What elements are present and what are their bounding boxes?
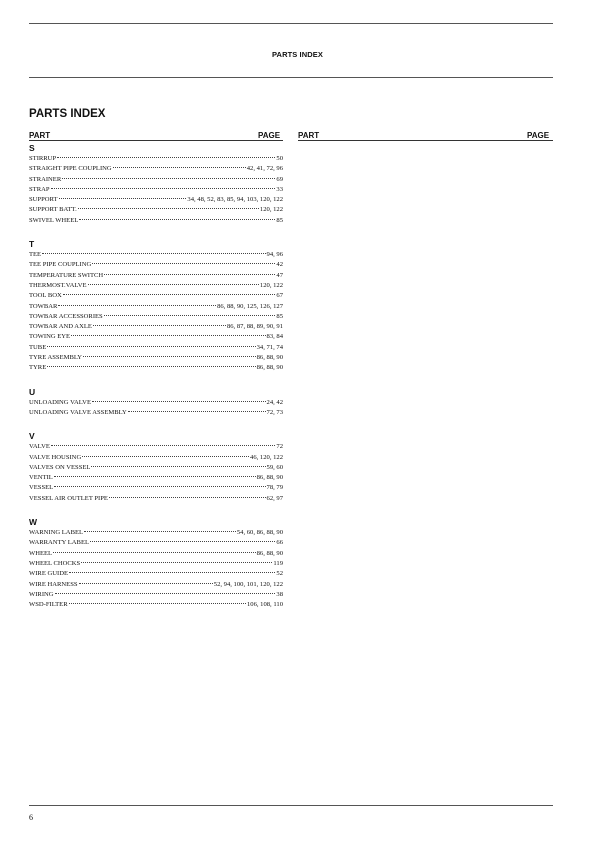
index-entry — [29, 408, 283, 418]
index-entry — [29, 528, 283, 538]
index-letter: U — [29, 386, 36, 397]
dot-leader — [109, 497, 266, 498]
index-entry — [29, 312, 283, 322]
left-page-header: PAGE — [258, 131, 281, 140]
dot-leader — [92, 263, 275, 264]
dot-leader — [47, 346, 255, 347]
page-refs: 67 — [276, 292, 283, 300]
dot-leader — [62, 178, 275, 179]
part-name: VALVE — [29, 443, 50, 451]
page-refs: 47 — [276, 271, 283, 279]
index-letter: V — [29, 431, 35, 442]
index-entry — [29, 569, 283, 579]
part-name: WSD-FILTER — [29, 601, 68, 609]
page-refs: 119 — [273, 559, 283, 567]
page-title: PARTS INDEX — [29, 108, 106, 120]
index-entry — [29, 332, 283, 342]
running-header: PARTS INDEX — [272, 50, 323, 59]
dot-leader — [51, 188, 276, 189]
page-refs: 86, 88, 90 — [256, 549, 283, 557]
index-entry — [29, 559, 283, 569]
index-entry — [29, 185, 283, 195]
part-name: TEE PIPE COUPLING — [29, 261, 92, 269]
index-entry — [29, 483, 283, 493]
part-name: SWIVEL WHEEL — [29, 216, 79, 224]
dot-leader — [51, 445, 276, 446]
index-entry — [29, 302, 283, 312]
dot-leader — [88, 284, 259, 285]
page-refs: 54, 60, 86, 88, 90 — [236, 529, 283, 537]
index-entry — [29, 442, 283, 452]
part-name: STRAP — [29, 185, 50, 193]
dot-leader — [69, 603, 246, 604]
part-name: UNLOADING VALVE ASSEMBLY — [29, 408, 127, 416]
index-entry — [29, 343, 283, 353]
page-refs: 33 — [276, 185, 283, 193]
index-entry — [29, 538, 283, 548]
part-name: WARRANTY LABEL — [29, 539, 90, 547]
index-entry — [29, 600, 283, 610]
page-refs: 83, 84 — [266, 333, 283, 341]
page-refs: 120, 122 — [259, 281, 283, 289]
part-name: TOWBAR — [29, 302, 58, 310]
dot-leader — [54, 486, 265, 487]
part-name: STRAIGHT PIPE COUPLING — [29, 165, 112, 173]
index-entry — [29, 590, 283, 600]
dot-leader — [93, 325, 226, 326]
page-refs: 66 — [276, 539, 283, 547]
part-name: TYRE — [29, 364, 47, 372]
dot-leader — [104, 274, 275, 275]
index-letter: T — [29, 239, 35, 250]
page-number: 6 — [29, 813, 33, 822]
index-entry — [29, 353, 283, 363]
index-group — [29, 517, 283, 610]
index-column — [29, 143, 283, 623]
dot-leader — [55, 593, 276, 594]
dot-leader — [59, 198, 187, 199]
page-refs: 34, 48, 52, 83, 85, 94, 103, 120, 122 — [187, 196, 283, 204]
page-refs: 24, 42 — [266, 398, 283, 406]
right-column-rule — [298, 140, 553, 141]
page-refs: 46, 120, 122 — [250, 453, 283, 461]
page-refs: 52, 94, 100, 101, 120, 122 — [213, 580, 283, 588]
index-group — [29, 431, 283, 504]
page-refs: 52 — [276, 570, 283, 578]
dot-leader — [78, 208, 259, 209]
dot-leader — [91, 466, 265, 467]
left-part-header: PART — [29, 131, 51, 140]
part-name: WIRE HARNESS — [29, 580, 78, 588]
dot-leader — [113, 167, 246, 168]
dot-leader — [57, 157, 275, 158]
index-entry — [29, 453, 283, 463]
part-name: VESSEL — [29, 484, 54, 492]
part-name: VESSEL AIR OUTLET PIPE — [29, 494, 108, 502]
part-name: STIRRUP — [29, 155, 57, 162]
header-rule — [29, 77, 553, 78]
part-name: TOWING EYE — [29, 333, 71, 341]
index-entry — [29, 494, 283, 504]
footer-rule — [29, 805, 553, 806]
index-entry — [29, 164, 283, 174]
page-refs: 38 — [276, 590, 283, 598]
page-refs: 94, 96 — [266, 251, 283, 259]
dot-leader — [53, 552, 256, 553]
part-name: TOOL BOX — [29, 292, 62, 300]
left-column-rule — [29, 140, 283, 141]
index-entry — [29, 250, 283, 260]
part-name: STRAINER — [29, 175, 62, 183]
dot-leader — [42, 253, 265, 254]
dot-leader — [69, 572, 275, 573]
page-refs: 72, 73 — [266, 408, 283, 416]
dot-leader — [58, 305, 216, 306]
part-name: TOWBAR ACCESSORIES — [29, 312, 103, 320]
dot-leader — [63, 294, 276, 295]
page-refs: 42 — [276, 261, 283, 269]
part-name: THERMOST.VALVE — [29, 281, 87, 289]
page-refs: 78, 79 — [266, 484, 283, 492]
page-refs: 34, 71, 74 — [256, 343, 283, 351]
index-entry — [29, 549, 283, 559]
part-name: TOWBAR AND AXLE — [29, 323, 92, 331]
page-refs: 86, 87, 88, 89, 90, 91 — [226, 323, 283, 331]
index-entry — [29, 281, 283, 291]
page-refs: 85 — [276, 312, 283, 320]
part-name: VALVE HOUSING — [29, 453, 82, 461]
index-entry — [29, 463, 283, 473]
part-name: UNLOADING VALVE — [29, 398, 91, 406]
part-name: WIRE GUIDE — [29, 570, 69, 578]
dot-leader — [79, 583, 213, 584]
dot-leader — [81, 562, 272, 563]
page-refs: 86, 88, 90 — [256, 474, 283, 482]
page-refs: 62, 97 — [266, 494, 283, 502]
dot-leader — [83, 356, 256, 357]
part-name: WARNING LABEL — [29, 529, 84, 537]
page-refs: 86, 88, 90 — [256, 364, 283, 372]
part-name: TEE — [29, 251, 42, 259]
index-entry — [29, 216, 283, 226]
dot-leader — [82, 456, 249, 457]
part-name: VALVES ON VESSEL — [29, 463, 91, 471]
right-page-header: PAGE — [527, 131, 550, 140]
part-name: TUBE — [29, 343, 47, 351]
index-entry — [29, 363, 283, 373]
dot-leader — [79, 219, 275, 220]
index-entry — [29, 154, 283, 164]
index-letter: W — [29, 517, 38, 528]
top-rule — [29, 23, 553, 24]
page-refs: 85 — [276, 216, 283, 224]
part-name: WHEEL CHOCKS — [29, 559, 81, 567]
dot-leader — [71, 335, 265, 336]
index-entry — [29, 398, 283, 408]
dot-leader — [54, 476, 256, 477]
page-refs: 69 — [276, 175, 283, 183]
index-group — [29, 143, 283, 226]
page-refs: 86, 88, 90, 125, 126, 127 — [217, 302, 283, 310]
index-letter: S — [29, 143, 35, 153]
index-group — [29, 387, 283, 419]
page-refs: 106, 108, 110 — [246, 601, 283, 609]
index-entry — [29, 271, 283, 281]
dot-leader — [128, 411, 266, 412]
part-name: VENTIL — [29, 474, 53, 482]
dot-leader — [90, 541, 275, 542]
dot-leader — [84, 531, 236, 532]
part-name: WIRING — [29, 590, 54, 598]
right-part-header: PART — [298, 131, 320, 140]
page-refs: 59, 60 — [266, 463, 283, 471]
dot-leader — [47, 366, 255, 367]
dot-leader — [92, 401, 266, 402]
index-entry — [29, 322, 283, 332]
index-entry — [29, 175, 283, 185]
part-name: SUPPORT BATT. — [29, 206, 77, 214]
page-refs: 72 — [276, 443, 283, 451]
dot-leader — [104, 315, 276, 316]
page-refs: 42, 41, 72, 96 — [246, 165, 283, 173]
index-entry — [29, 473, 283, 483]
part-name: TYRE ASSEMBLY — [29, 354, 83, 362]
page-refs: 50 — [276, 155, 283, 162]
part-name: WHEEL — [29, 549, 53, 557]
index-entry — [29, 260, 283, 270]
index-group — [29, 239, 283, 374]
page-refs: 120, 122 — [259, 206, 283, 214]
index-entry — [29, 195, 283, 205]
index-entry — [29, 291, 283, 301]
page-refs: 86, 88, 90 — [256, 354, 283, 362]
index-entry — [29, 580, 283, 590]
part-name: TEMPERATURE SWITCH — [29, 271, 104, 279]
index-entry — [29, 205, 283, 215]
part-name: SUPPORT — [29, 196, 58, 204]
